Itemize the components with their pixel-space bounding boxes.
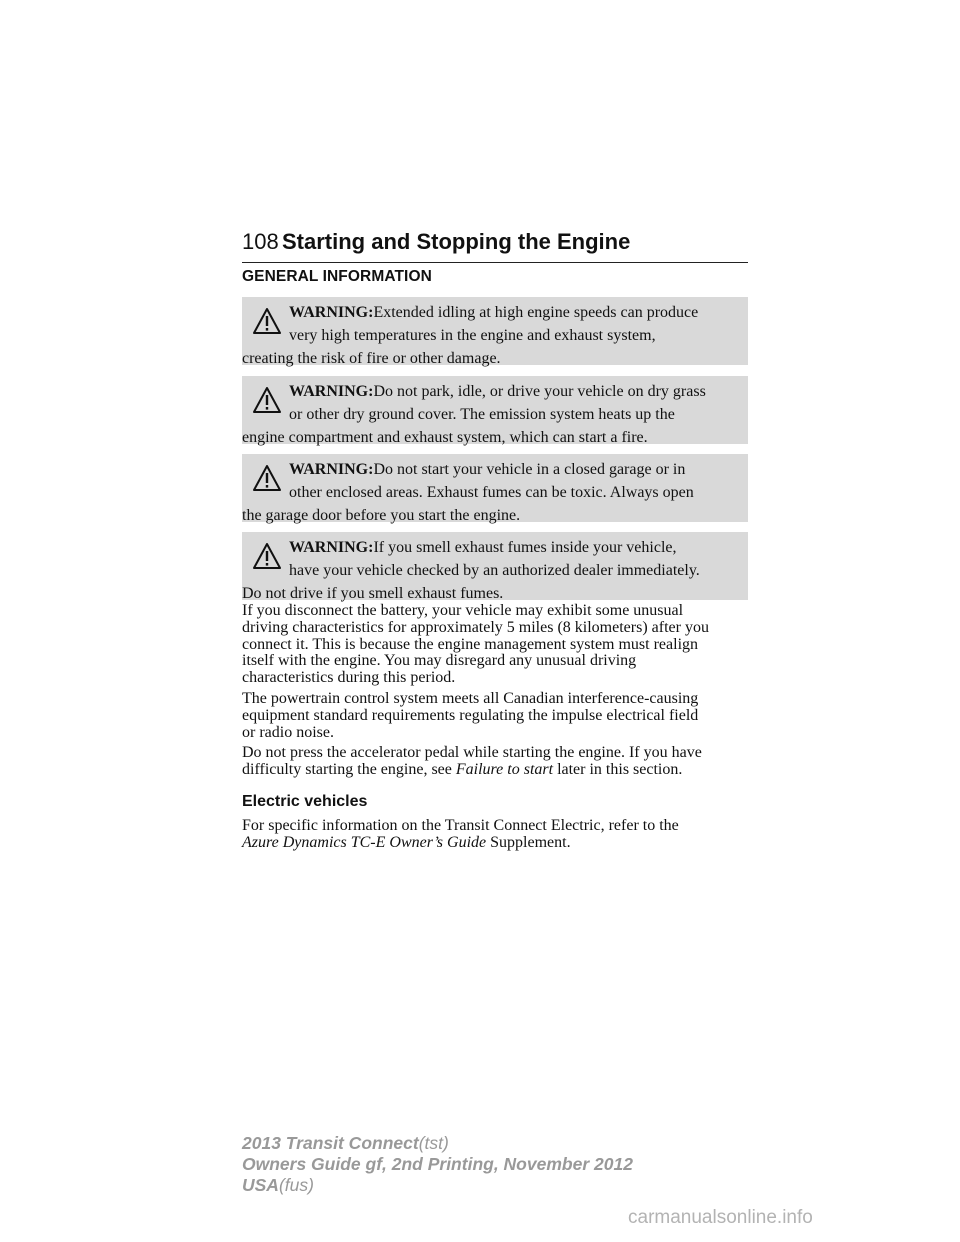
warning-triangle-icon [252,464,282,492]
paragraph-line: itself with the engine. You may disregard any unusual driving [242,652,637,670]
paragraph-text: difficulty starting the engine, see [242,760,456,778]
paragraph-line: For specific information on the Transit Connect Electric, refer to the [242,817,679,834]
footer-line [242,1133,633,1154]
warning-line: other enclosed areas. Exhaust fumes can be toxic. Always open [289,484,694,501]
page-header [242,228,748,263]
warning-line [289,459,685,481]
powertrain-paragraph [242,691,762,741]
battery-paragraph [242,603,762,687]
paragraph-line: connect it. This is because the engine management system must realign [242,635,699,653]
accelerator-paragraph [242,745,762,779]
warning-line: have your vehicle checked by an authorized dealer immediately. [289,562,700,579]
paragraph-line: driving characteristics for approximately 5 miles (8 kilometers) after you [242,618,709,636]
warning-line: creating the risk of fire or other damage. [242,350,501,367]
document-footer [242,1133,633,1196]
footer-line [242,1175,633,1196]
page-number: 108 [242,229,279,254]
warning-line: the garage door before you start the engine. [242,507,521,524]
warning-label: WARNING: [289,539,374,556]
footer-model: 2013 Transit Connect [242,1133,419,1153]
paragraph-line: equipment standard requirements regulating the impulse electrical field [242,706,699,724]
paragraph-line: characteristics during this period. [242,669,456,687]
warning-line [289,302,698,324]
warning-text: If you smell exhaust fumes inside your vehicle, [373,539,677,556]
warning-text: Do not park, idle, or drive your vehicle on dry grass [373,383,706,400]
paragraph-text: later in this section. [553,760,683,778]
section-heading: GENERAL INFORMATION [242,268,432,285]
chapter-title: Starting and Stopping the Engine [282,229,631,254]
warning-box [242,454,748,522]
supplement-title: Azure Dynamics TC-E Owner’s Guide [242,833,487,851]
warning-triangle-icon [252,386,282,414]
paragraph-text: Supplement. [486,833,571,851]
warning-label: WARNING: [289,383,374,400]
warning-line: Do not drive if you smell exhaust fumes. [242,585,504,602]
footer-code: (fus) [278,1175,314,1195]
warning-text: Do not start your vehicle in a closed garage or in [373,461,686,478]
electric-paragraph [242,818,762,852]
electric-vehicles-heading: Electric vehicles [242,793,368,810]
paragraph-line [242,835,762,852]
warning-line: engine compartment and exhaust system, which can start a fire. [242,429,648,446]
warning-line [289,537,677,559]
warning-box [242,376,748,444]
warning-text: Extended idling at high engine speeds can produce [373,304,699,321]
paragraph-line: If you disconnect the battery, your vehicle may exhibit some unusual [242,602,684,619]
watermark: carmanualsonline.info [628,1207,813,1228]
paragraph-line: or radio noise. [242,723,334,741]
warning-box [242,532,748,600]
warning-triangle-icon [252,307,282,335]
footer-code: (tst) [418,1133,449,1153]
footer-market: USA [242,1175,279,1195]
warning-triangle-icon [252,542,282,570]
paragraph-line [242,762,762,779]
footer-line: Owners Guide gf, 2nd Printing, November 2012 [242,1154,633,1174]
warning-label: WARNING: [289,304,374,321]
paragraph-line: Do not press the accelerator pedal while starting the engine. If you have [242,744,702,761]
cross-reference-link[interactable]: Failure to start [455,760,554,778]
warning-line: very high temperatures in the engine and exhaust system, [289,327,656,344]
warning-line: or other dry ground cover. The emission system heats up the [289,406,675,423]
paragraph-line: The powertrain control system meets all Canadian interference-causing [242,690,699,707]
warning-box [242,297,748,365]
warning-line [289,381,706,403]
warning-label: WARNING: [289,461,374,478]
